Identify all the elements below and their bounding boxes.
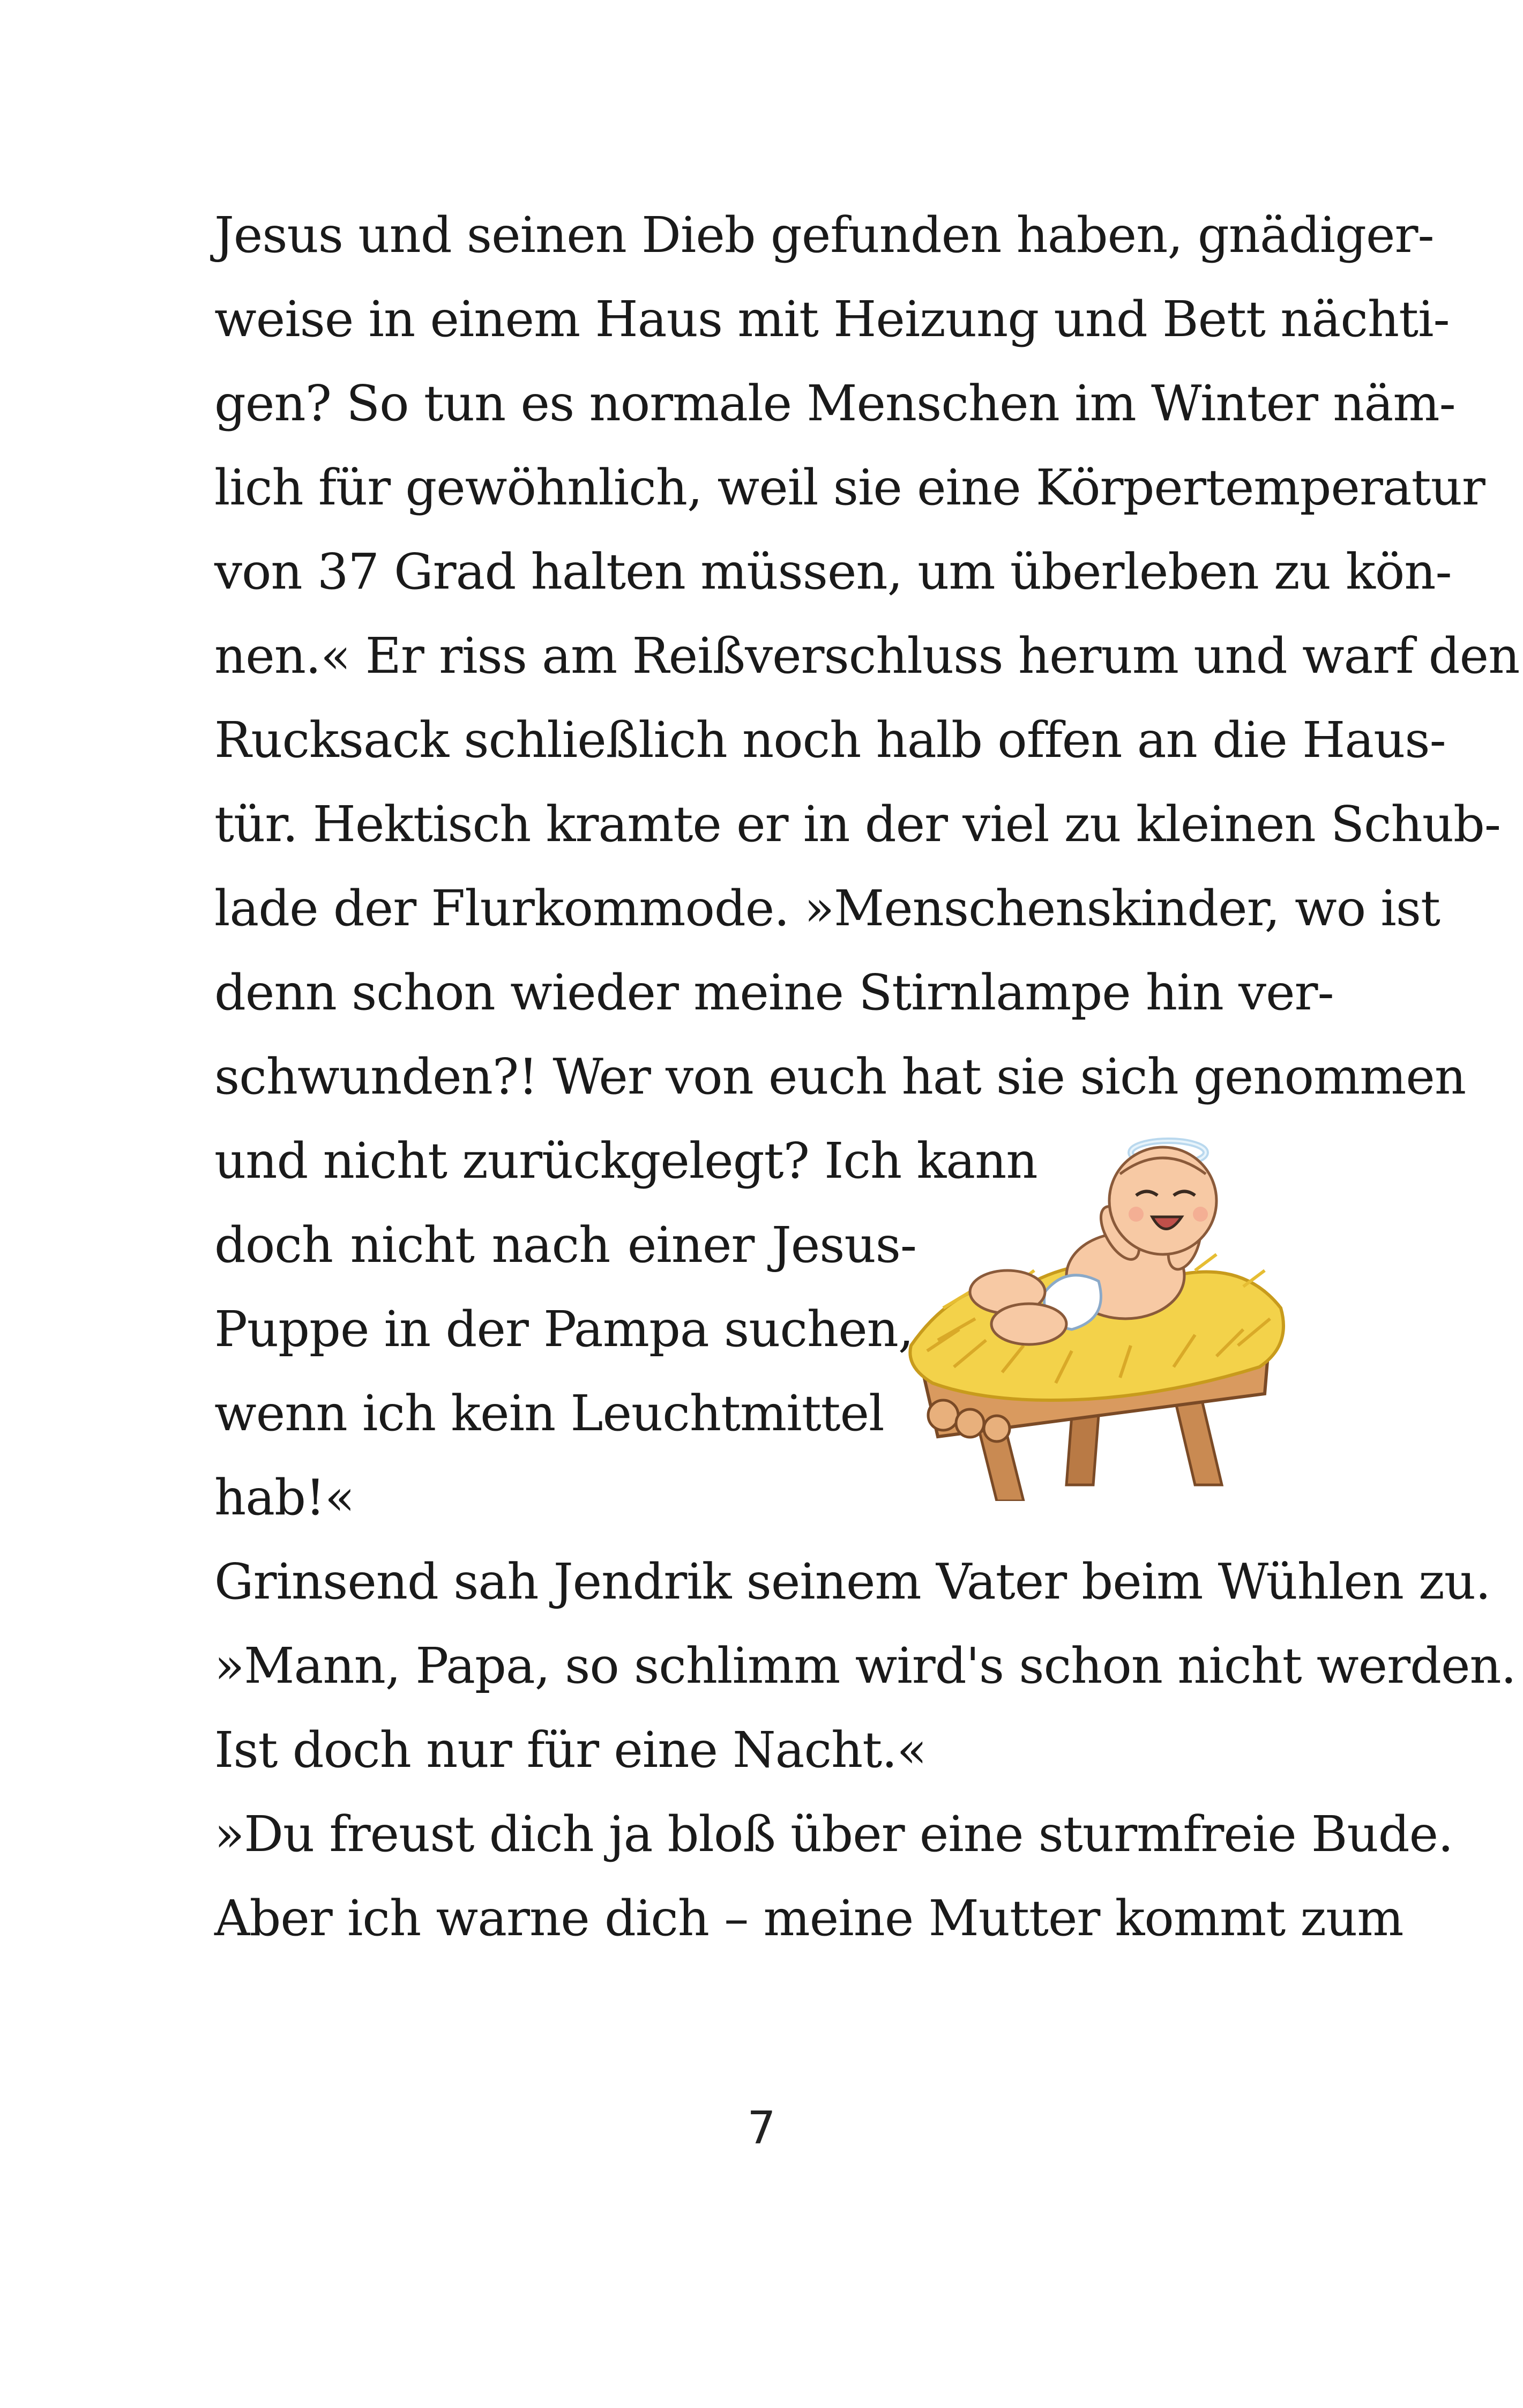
text-line: denn schon wieder meine Stirnlampe hin ver- xyxy=(214,964,1334,1021)
text-line: hab!« xyxy=(214,1469,355,1526)
text-line: wenn ich kein Leuchtmittel xyxy=(214,1385,884,1442)
paragraph-mid xyxy=(214,1119,1037,1540)
text-line: »Du freust dich ja bloß über eine sturmfreie Bude. xyxy=(214,1805,1453,1863)
page-number: 7 xyxy=(747,2101,776,2154)
paragraph-top xyxy=(214,193,1520,1119)
text-line: lich für gewöhnlich, weil sie eine Körpertemperatur xyxy=(214,459,1485,516)
text-line: Ist doch nur für eine Nacht.« xyxy=(214,1721,927,1779)
text-line: Rucksack schließlich noch halb offen an die Haus- xyxy=(214,711,1446,769)
baby-jesus-in-manger-illustration xyxy=(895,1115,1302,1501)
text-line: »Mann, Papa, so schlimm wird's schon nicht werden. xyxy=(214,1637,1516,1694)
text-line: schwunden?! Wer von euch hat sie sich genommen xyxy=(214,1048,1466,1105)
paragraph-bottom xyxy=(214,1540,1516,1960)
text-line: Jesus und seinen Dieb gefunden haben, gnädiger- xyxy=(214,206,1434,264)
text-line: weise in einem Haus mit Heizung und Bett nächti- xyxy=(214,291,1450,348)
text-line: von 37 Grad halten müssen, um überleben zu kön- xyxy=(214,543,1452,600)
text-line: nen.« Er riss am Reißverschluss herum und warf den xyxy=(214,627,1520,685)
text-line: gen? So tun es normale Menschen im Winter näm- xyxy=(214,375,1455,432)
text-line: doch nicht nach einer Jesus- xyxy=(214,1216,916,1274)
text-line: Puppe in der Pampa suchen, xyxy=(214,1300,914,1358)
text-line: Aber ich warne dich – meine Mutter kommt zum xyxy=(214,1890,1403,1947)
text-line: und nicht zurückgelegt? Ich kann xyxy=(214,1132,1037,1190)
text-line: lade der Flurkommode. »Menschenskinder, wo ist xyxy=(214,880,1440,937)
text-line: tür. Hektisch kramte er in der viel zu kleinen Schub- xyxy=(214,796,1501,853)
text-line: Grinsend sah Jendrik seinem Vater beim Wühlen zu. xyxy=(214,1553,1491,1610)
